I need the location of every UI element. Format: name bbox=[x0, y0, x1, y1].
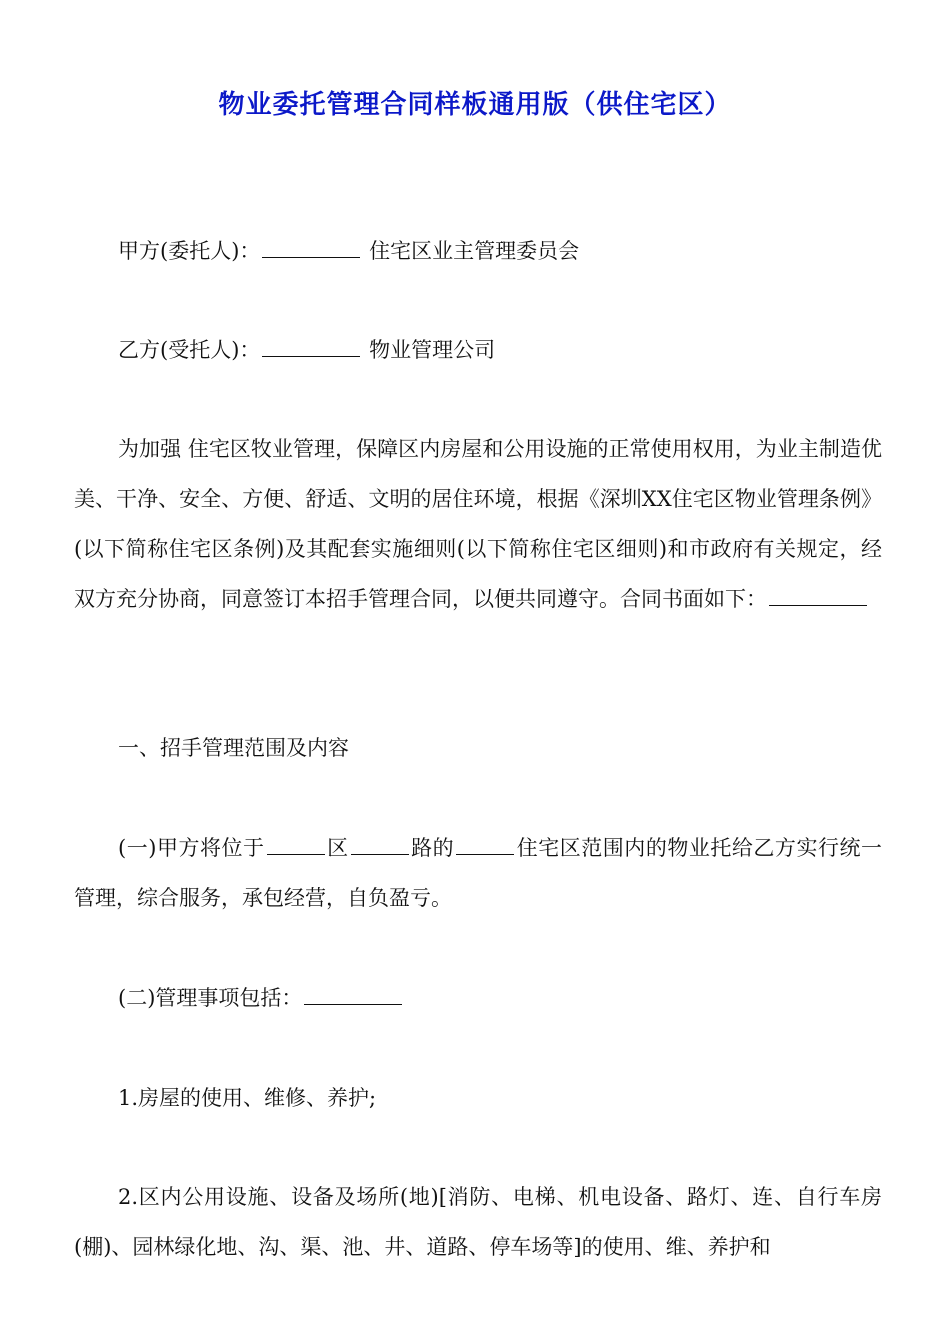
section1-heading: 一、招手管理范围及内容 bbox=[118, 736, 349, 760]
clause1-rest: 住宅区范围内的物业托给乙方实行统一管理，综合服务，承包经营，自负盈亏。 bbox=[74, 836, 883, 910]
party-a-label: 甲方(委托人)： bbox=[118, 239, 261, 263]
party-b-line bbox=[74, 325, 882, 375]
blank-field bbox=[262, 235, 360, 258]
preamble-text: 为加强 住宅区牧业管理，保障区内房屋和公用设施的正常使用权用，为业主制造优美、干净、安全、方便、舒适、文明的居住环境，根据《深圳XX住宅区物业管理条例》(以下简称住宅区条例)及其配套实施细则(以下简称住宅区细则)和市政府有关规定，经双方充分协商，同意签订本招手管理合同，以便共同遵守。合同书面如下： bbox=[74, 437, 882, 611]
clause1-prefix: (一)甲方将位于 bbox=[118, 836, 265, 860]
document-title: 物业委托管理合同样板通用版（供住宅区） bbox=[218, 90, 732, 120]
blank-field bbox=[456, 832, 514, 855]
list-item-1 bbox=[74, 1073, 882, 1123]
preamble-paragraph bbox=[74, 424, 882, 624]
clause1-mid2: 路的 bbox=[410, 836, 455, 860]
clause2-text: (二)管理事项包括： bbox=[118, 986, 303, 1010]
blank-field bbox=[267, 832, 325, 855]
blank-field bbox=[304, 982, 402, 1005]
item1-text: 1.房屋的使用、维修、养护; bbox=[118, 1086, 377, 1110]
item2-text: 2.区内公用设施、设备及场所(地)[消防、电梯、机电设备、路灯、连、自行车房(棚)、园林绿化地、沟、渠、池、井、道路、停车场等]的使用、维、养护和 bbox=[74, 1185, 882, 1259]
clause-1-paragraph bbox=[74, 823, 882, 923]
clause1-mid1: 区 bbox=[326, 836, 349, 860]
clause-2-paragraph bbox=[74, 973, 882, 1023]
blank-field bbox=[351, 832, 409, 855]
section-heading bbox=[74, 723, 882, 773]
blank-field bbox=[262, 334, 360, 357]
party-a-name: 住宅区业主管理委员会 bbox=[369, 239, 580, 263]
party-b-name: 物业管理公司 bbox=[369, 338, 496, 362]
blank-field bbox=[769, 583, 867, 606]
party-a-line bbox=[74, 226, 882, 276]
list-item-2 bbox=[74, 1172, 882, 1272]
party-b-label: 乙方(受托人)： bbox=[118, 338, 261, 362]
